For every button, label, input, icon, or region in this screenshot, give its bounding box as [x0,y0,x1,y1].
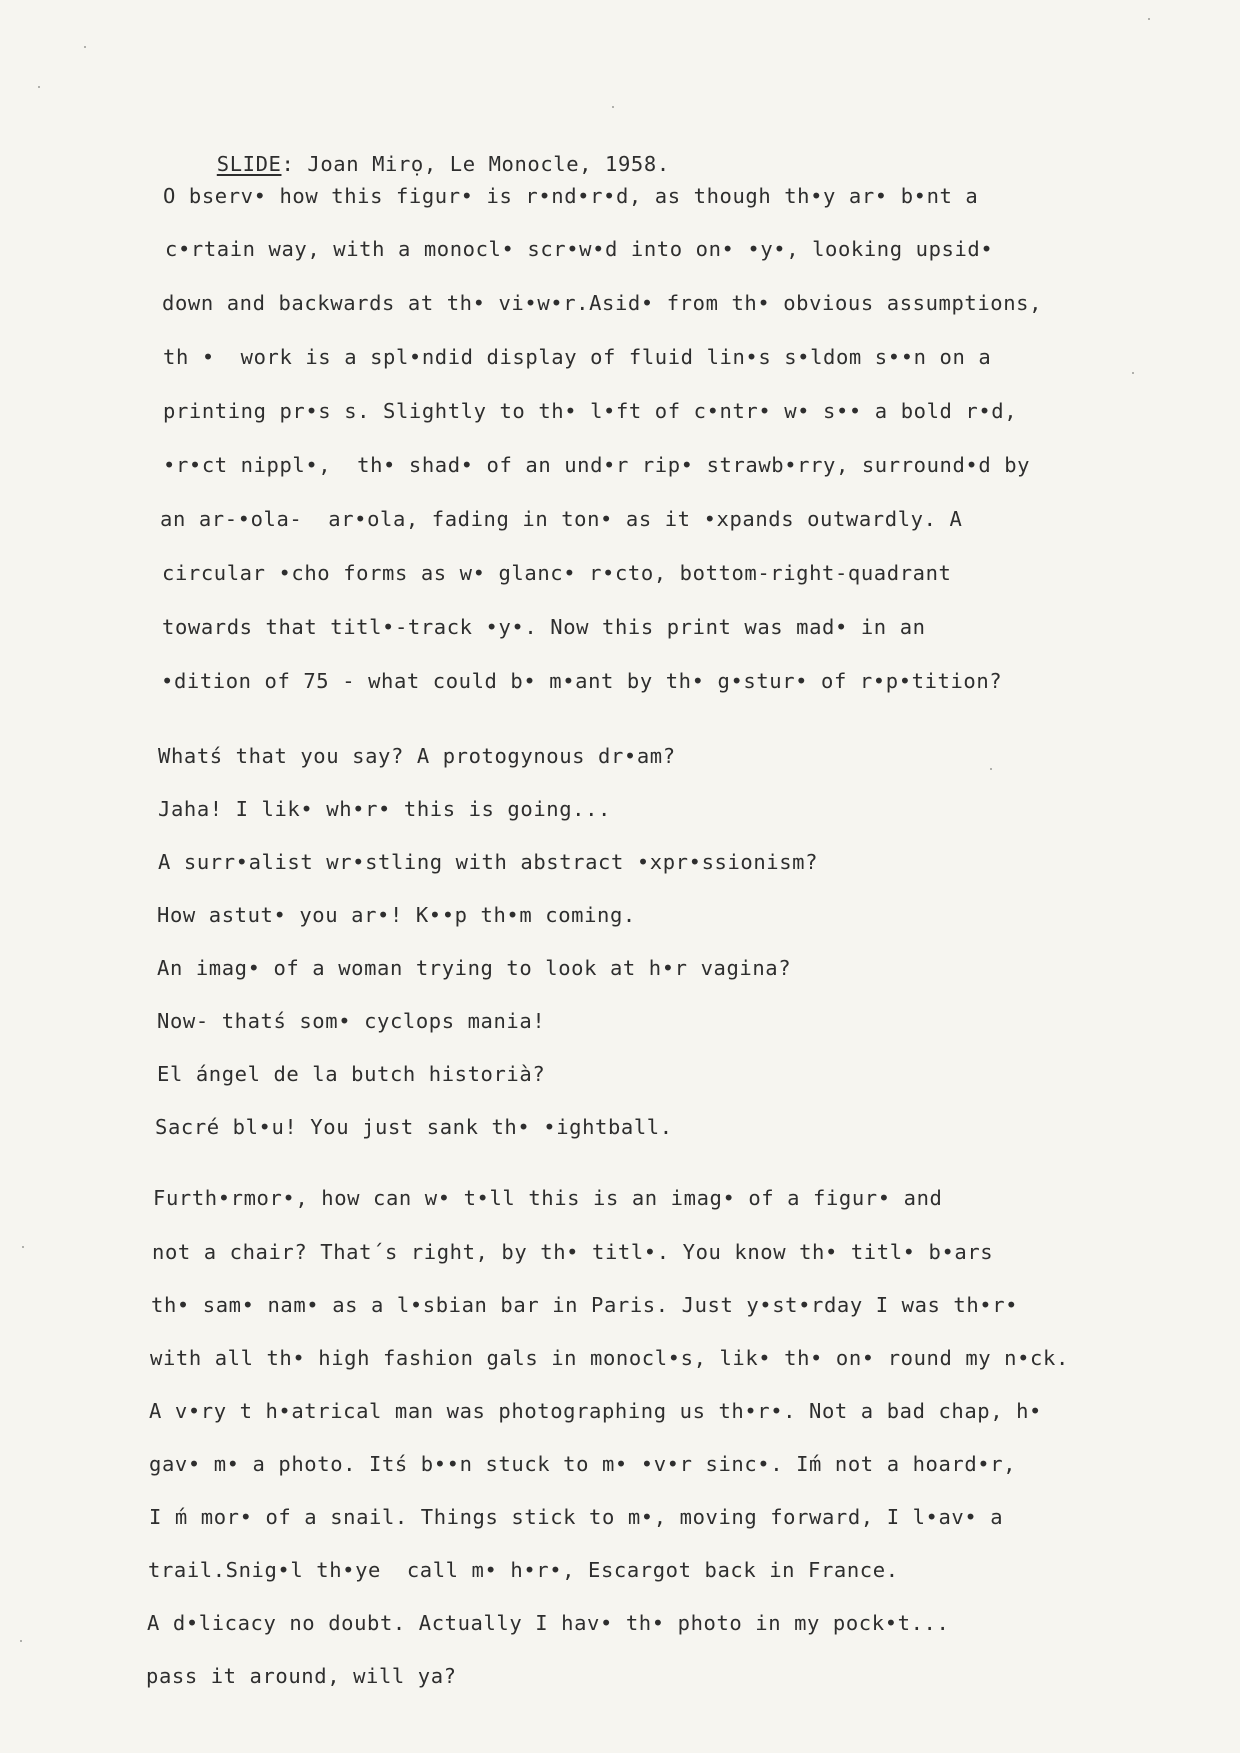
paper-speck [1148,18,1150,20]
paragraph-1-line: an ar-•ola- ar•ola, fading in ton• as it •xpands outwardly. A [160,507,963,531]
paragraph-2-line: gav• m• a photo. Itś b••n stuck to m• •v•r sinc•. Iḿ not a hoard•r, [149,1452,1017,1476]
dialogue-line: Whatś that you say? A protogynous dr•am? [158,744,676,768]
paragraph-1-line: th • work is a spl•ndid display of fluid lin•s s•ldom s••n on a [163,345,992,369]
paragraph-2-line: pass it around, will ya? [146,1664,457,1688]
paragraph-1-line: c•rtain way, with a monocl• scr•w•d into on• •y•, looking upsid• [165,237,994,261]
slide-label: SLIDE [216,151,282,176]
paragraph-2-line: A d•licacy no doubt. Actually I hav• th• photo in my pock•t... [147,1611,950,1635]
paragraph-1-line: down and backwards at th• vi•w•r.Asid• from th• obvious assumptions, [162,291,1043,315]
paragraph-1-line: towards that titl•-track •y•. Now this print was mad• in an [162,615,926,639]
paper-speck [38,86,40,88]
paragraph-1-line: •dition of 75 - what could b• m•ant by th• g•stur• of r•p•tition? [161,669,1003,693]
paper-speck [20,1640,22,1642]
slide-caption: : Joan Mirọ, Le Monocle, 1958. [281,151,670,176]
dialogue-line: How astut• you ar•! K••p th•m coming. [157,903,636,927]
paragraph-1-line: O bserv• how this figur• is r•nd•r•d, as though th•y ar• b•nt a [163,184,979,208]
paragraph-1-line: •r•ct nippl•, th• shad• of an und•r rip• strawb•rry, surround•d by [163,453,1031,477]
paragraph-2-line: not a chair? That´s right, by th• titl•. You know th• titl• b•ars [152,1240,994,1264]
paper-speck [84,46,86,48]
dialogue-line: El ángel de la butch historià? [157,1062,546,1086]
dialogue-line: Jaha! I lik• wh•r• this is going... [158,797,611,821]
dialogue-line: A surr•alist wr•stling with abstract •xpr•ssionism? [158,850,819,874]
paper-speck [612,106,614,108]
paper-speck [22,1246,24,1248]
paragraph-2-line: trail.Snig•l th•ye call m• h•r•, Escargot back in France. [148,1558,899,1582]
paragraph-2-line: A v•ry t h•atrical man was photographing us th•r•. Not a bad chap, h• [149,1399,1043,1423]
paragraph-1-line: circular •cho forms as w• glanc• r•cto, bottom-right-quadrant [162,561,952,585]
paper-speck [990,768,992,770]
paragraph-2-line: th• sam• nam• as a l•sbian bar in Paris. Just y•st•rday I was th•r• [151,1293,1019,1317]
dialogue-line: An imag• of a woman trying to look at h•r vagina? [157,956,792,980]
paragraph-2-line: with all th• high fashion gals in monocl•s, lik• th• on• round my n•ck. [150,1346,1069,1370]
dialogue-line: Now- thatś som• cyclops mania! [157,1009,546,1033]
paragraph-2-line: I ḿ mor• of a snail. Things stick to m•, moving forward, I l•av• a [149,1505,1004,1529]
paragraph-2-line: Furth•rmor•, how can w• t•ll this is an imag• of a figur• and [153,1186,943,1210]
paragraph-1-line: printing pr•s s. Slightly to th• l•ft of c•ntr• w• s•• a bold r•d, [163,399,1018,423]
dialogue-line: Sacré bl•u! You just sank th• •ightball. [155,1115,673,1139]
paper-speck [1132,372,1134,374]
